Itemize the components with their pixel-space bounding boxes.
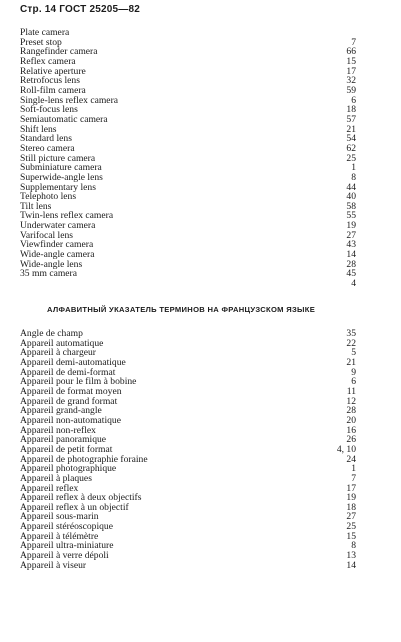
index-number: 25 [346, 152, 356, 164]
index-term: Appareil à plaques [20, 472, 92, 484]
index-term: Appareil photographique [20, 463, 117, 475]
french-term-index [20, 329, 356, 570]
index-number: 9 [351, 366, 356, 378]
index-term: Stereo camera [20, 142, 75, 154]
index-term: Appareil non-reflex [20, 424, 96, 436]
index-term: Subminiature camera [20, 162, 102, 174]
index-term: Appareil de demi-format [20, 366, 116, 378]
index-term: Appareil reflex à deux objectifs [20, 492, 142, 504]
index-number: 5 [351, 347, 356, 359]
index-number: 55 [346, 210, 356, 222]
index-number: 45 [346, 268, 356, 280]
index-number: 8 [351, 171, 356, 183]
index-number: 16 [346, 424, 356, 436]
index-number: 15 [346, 55, 356, 67]
index-number: 57 [346, 113, 356, 125]
page-header: Стр. 14 ГОСТ 25205—82 [20, 4, 140, 15]
index-number: 18 [346, 104, 356, 116]
index-entry [20, 279, 356, 289]
index-number: 1 [351, 463, 356, 475]
index-term: Roll-film camera [20, 84, 86, 96]
index-term: Telephoto lens [20, 191, 77, 203]
index-number: 17 [346, 65, 356, 77]
index-term: Appareil à chargeur [20, 347, 97, 359]
index-term: Appareil non-automatique [20, 414, 121, 426]
index-term: Twin-lens reflex camera [20, 210, 114, 222]
section-title: АЛФАВИТНЫЙ УКАЗАТЕЛЬ ТЕРМИНОВ НА ФРАНЦУЗСКОМ ЯЗЫКЕ [47, 305, 316, 314]
index-term: Angle de champ [20, 328, 83, 339]
index-number: 6 [351, 94, 356, 106]
index-term: Appareil reflex à un objectif [20, 501, 129, 513]
index-term: Appareil ultra-miniature [20, 540, 114, 552]
index-term: Wide-angle camera [20, 249, 95, 261]
index-number: 7 [351, 36, 356, 48]
index-term: Retrofocus lens [20, 75, 80, 87]
index-number: 4, 10 [336, 443, 356, 455]
index-number: 6 [351, 376, 356, 388]
index-term: Appareil à viseur [20, 559, 87, 571]
index-number: 12 [346, 395, 356, 407]
index-term: Single-lens reflex camera [20, 94, 119, 106]
index-term: Appareil automatique [20, 337, 104, 349]
index-number: 32 [346, 75, 356, 87]
index-number: 58 [346, 200, 356, 212]
index-term: Rangefinder camera [20, 46, 98, 58]
index-number: 26 [346, 434, 356, 446]
index-entry [20, 115, 356, 125]
index-number: 15 [346, 530, 356, 542]
index-term: Appareil reflex [20, 482, 79, 494]
index-number: 27 [346, 229, 356, 241]
index-number: 20 [346, 414, 356, 426]
index-number: 1 [351, 162, 356, 174]
index-term: Semiautomatic camera [20, 113, 108, 125]
index-term: Tilt lens [20, 200, 52, 212]
index-term: Shift lens [20, 123, 57, 135]
index-number: 22 [346, 337, 356, 349]
index-number: 21 [346, 123, 356, 135]
index-number: 54 [346, 133, 356, 145]
index-term: Underwater camera [20, 220, 96, 232]
index-number: 11 [346, 385, 356, 397]
index-term: Plate camera [20, 27, 70, 38]
index-number: 27 [346, 511, 356, 523]
index-number: 14 [346, 559, 356, 571]
index-entry [20, 28, 356, 38]
index-number: 17 [346, 482, 356, 494]
index-number: 44 [346, 181, 356, 193]
index-term: Wide-angle lens [20, 258, 83, 270]
index-term: 35 mm camera [20, 268, 78, 280]
index-entry [20, 561, 356, 571]
index-term: Soft-focus lens [20, 104, 78, 116]
index-term: Appareil de grand format [20, 395, 118, 407]
index-term: Appareil demi-automatique [20, 356, 126, 368]
index-number: 21 [346, 356, 356, 368]
index-number: 28 [346, 258, 356, 270]
index-term: Appareil panoramique [20, 434, 107, 446]
index-number: 4 [351, 278, 356, 290]
index-number: 43 [346, 239, 356, 251]
index-number: 40 [346, 191, 356, 203]
index-number: 66 [346, 46, 356, 58]
index-number: 13 [346, 550, 356, 562]
index-number: 7 [351, 472, 356, 484]
index-term: Still picture camera [20, 152, 96, 164]
index-term: Superwide-angle lens [20, 171, 103, 183]
index-term: Reflex camera [20, 55, 76, 67]
index-term: Viewfinder camera [20, 239, 94, 251]
index-term: Relative aperture [20, 65, 86, 77]
index-term: Appareil de photographie foraine [20, 453, 148, 465]
index-term: Appareil à verre dépoli [20, 550, 109, 562]
index-term: Appareil à télémètre [20, 530, 99, 542]
index-term: Appareil stéréoscopique [20, 521, 113, 533]
index-number: 14 [346, 249, 356, 261]
index-number: 19 [346, 492, 356, 504]
index-number: 25 [346, 521, 356, 533]
index-number: 19 [346, 220, 356, 232]
index-term: Appareil de format moyen [20, 385, 122, 397]
index-term: Varifocal lens [20, 229, 74, 241]
index-number: 35 [346, 328, 356, 339]
index-term: Appareil grand-angle [20, 405, 102, 417]
index-number: 62 [346, 142, 356, 154]
index-number: 8 [351, 540, 356, 552]
index-entry [20, 192, 356, 202]
english-term-index [20, 28, 356, 289]
index-number: 18 [346, 501, 356, 513]
index-term: Appareil pour le film à bobine [20, 376, 137, 388]
index-term: Preset stop [20, 36, 62, 48]
index-term: Appareil de petit format [20, 443, 113, 455]
index-number: 24 [346, 453, 356, 465]
index-term: Appareil sous-marin [20, 511, 99, 523]
index-entry [20, 269, 356, 279]
index-term: Supplementary lens [20, 181, 96, 193]
index-term: Standard lens [20, 133, 72, 145]
index-number: 28 [346, 405, 356, 417]
index-number: 59 [346, 84, 356, 96]
